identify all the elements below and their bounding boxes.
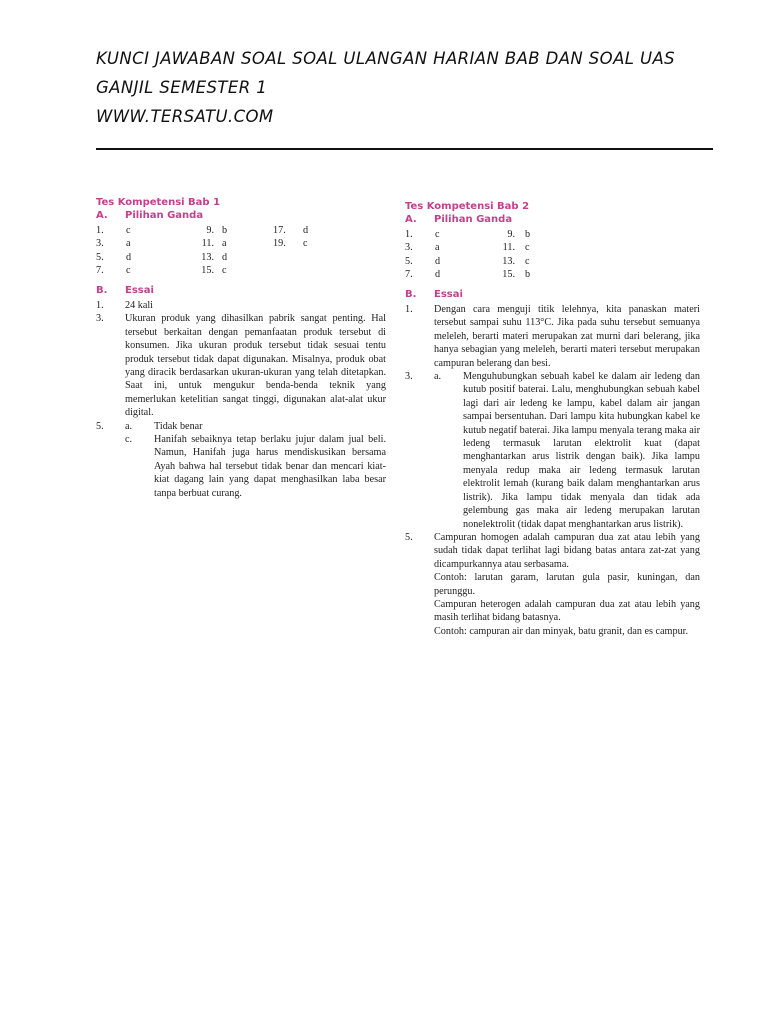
mc-answer-grid	[405, 228, 700, 282]
subsection-essai: B. Essai	[405, 289, 463, 300]
subsection-pilihan-ganda: A. Pilihan Ganda	[405, 214, 513, 225]
mc-answer: 15. b	[502, 269, 531, 281]
mc-answer: 19. c	[273, 238, 308, 250]
mc-answer: 9. b	[206, 225, 228, 236]
essai-paragraph: Contoh: larutan garam, larutan gula pasir, kuningan, dan perunggu.	[434, 572, 700, 597]
essai-item: 1. 24 kali	[96, 300, 154, 311]
essai-paragraph: Campuran homogen adalah campuran dua zat atau lebih yang sudah tidak dapat terlihat lagi bidang batas antara zat-zat yang dicampurkannya atau serbasama.	[434, 531, 700, 570]
essai-subitem: a. Tidak benar	[125, 420, 203, 432]
essai-item: 3. a. Menguhubungkan sebuah kabel ke dalam air ledeng dan kutub positif baterai. Lalu, menghubungkan sebuah kabel lagi dari air ledeng ke lampu, kabel dalam air jangan sampai bersentuhan. Dari lampu kita hubungkan kabel ke kutub negatif baterai. Jika lampu menyala terang maka air ledeng termasuk larutan elektrolit kuat (dapat menghantarkan arus listrik dengan baik). Jika lampu menyala redup maka air ledeng termasuk larutan elektrolit lemah (kurang baik dalam menghantarkan arus listrik). Jika lampu tidak menyala dan tidak ada gelembung gas maka air ledeng merupakan larutan nonelektrolit (tidak dapat menghantarkan arus listrik).	[405, 371, 700, 530]
mc-answer: 15. c	[201, 265, 227, 277]
mc-answer: 9. b	[507, 229, 531, 240]
mc-answer: 3. a	[405, 242, 440, 254]
mc-answer: 5. d	[96, 251, 132, 263]
mc-answer: 13. d	[201, 251, 228, 263]
mc-answer: 11. c	[502, 242, 530, 254]
essai-item: 5. a. Tidak benar c. Hanifah sebaiknya tetap berlaku jujur dalam jual beli. Namun, Hanifah juga harus mendiskusikan bersama Ayah bahwa hal tersebut tidak benar dan mencari kiat-kiat dagang lain yang dapat menghasilkan laba besar tanpa berbuat curang.	[96, 420, 386, 499]
subsection-pilihan-ganda: A. Pilihan Ganda	[96, 210, 204, 221]
essai-subitem: a. Menguhubungkan sebuah kabel ke dalam air ledeng dan kutub positif baterai. Lalu, menghubungkan sebuah kabel lagi dari air ledeng ke lampu, kabel dalam air jangan sampai bersentuhan. Dari lampu kita hubungkan kabel ke kutub negatif baterai. Jika lampu menyala terang maka air ledeng termasuk larutan elektrolit kuat (dapat menghantarkan arus listrik dengan baik). Jika lampu menyala redup maka air ledeng termasuk larutan elektrolit lemah (kurang baik dalam menghantarkan arus listrik). Jika lampu tidak menyala dan tidak ada gelembung gas maka air ledeng merupakan larutan nonelektrolit (tidak dapat menghantarkan arus listrik).	[434, 371, 700, 530]
mc-answer: 7. d	[405, 269, 441, 281]
subsection-essai: B. Essai	[96, 285, 154, 296]
header-divider	[96, 148, 713, 150]
header-website: WWW.TERSATU.COM	[96, 107, 274, 126]
header-title-line1: KUNCI JAWABAN SOAL SOAL ULANGAN HARIAN BAB DAN SOAL UAS	[96, 49, 676, 68]
essai-subitem: c. Hanifah sebaiknya tetap berlaku jujur dalam jual beli. Namun, Hanifah juga harus mendiskusikan bersama Ayah bahwa hal tersebut tidak benar dan mencari kiat-kiat dagang lain yang dapat menghasilkan laba besar tanpa berbuat curang.	[125, 434, 386, 499]
mc-answer: 7. c	[96, 265, 131, 277]
mc-answer: 11. a	[201, 238, 227, 250]
essai-paragraph: Campuran heterogen adalah campuran dua zat atau lebih yang masih terlihat bidang batasnya.	[434, 598, 700, 624]
essai-item: 5. Campuran homogen adalah campuran dua zat atau lebih yang sudah tidak dapat terlihat lagi bidang batas antara zat-zat yang dicampurkannya atau serbasama. Contoh: larutan garam, larutan gula pasir, kuningan, dan perunggu. Campuran heterogen adalah campuran dua zat atau lebih yang masih terlihat bidang batasnya. Contoh: campuran air dan minyak, batu granit, dan es campur.	[405, 531, 700, 637]
column-bab-1	[96, 196, 386, 500]
page-header	[96, 44, 716, 131]
mc-answer: 1. c	[96, 225, 131, 236]
section-title: Tes Kompetensi Bab 2	[405, 201, 530, 212]
column-bab-2	[405, 200, 700, 638]
header-title-line2: GANJIL SEMESTER 1	[96, 78, 268, 97]
mc-answer: 5. d	[405, 255, 441, 267]
mc-answer: 1. c	[405, 229, 440, 240]
essai-item: 1. Dengan cara menguji titik lelehnya, kita panaskan materi tersebut sampai suhu 113°C. Jika pada suhu tersebut semuanya meleleh, berarti materi merupakan zat murni dari belerang, jika hanya sebagian yang meleleh, berarti materi tersebut merupakan campuran belerang dan besi.	[405, 304, 700, 369]
mc-answer: 3. a	[96, 238, 131, 250]
section-title: Tes Kompetensi Bab 1	[96, 197, 221, 208]
essai-paragraph: Contoh: campuran air dan minyak, batu granit, dan es campur.	[434, 625, 689, 637]
essai-item: 3. Ukuran produk yang dihasilkan pabrik sangat penting. Hal tersebut berkaitan dengan pemanfaatan produk tersebut di konsumen. Jika ukuran produk tersebut tidak sesuai tentu produk tersebut tidak dapat digunakan. Misalnya, produk obat yang diracik berdasarkan ukuran-ukuran yang telah ditetapkan. Saat ini, untuk mengukur benda-benda teknik yang memerlukan ketelitian sangat tinggi, digunakan alat-alat ukur digital.	[96, 313, 386, 419]
mc-answer: 17. d	[273, 225, 309, 236]
mc-answer-grid	[96, 224, 386, 278]
mc-answer: 13. c	[502, 255, 530, 267]
